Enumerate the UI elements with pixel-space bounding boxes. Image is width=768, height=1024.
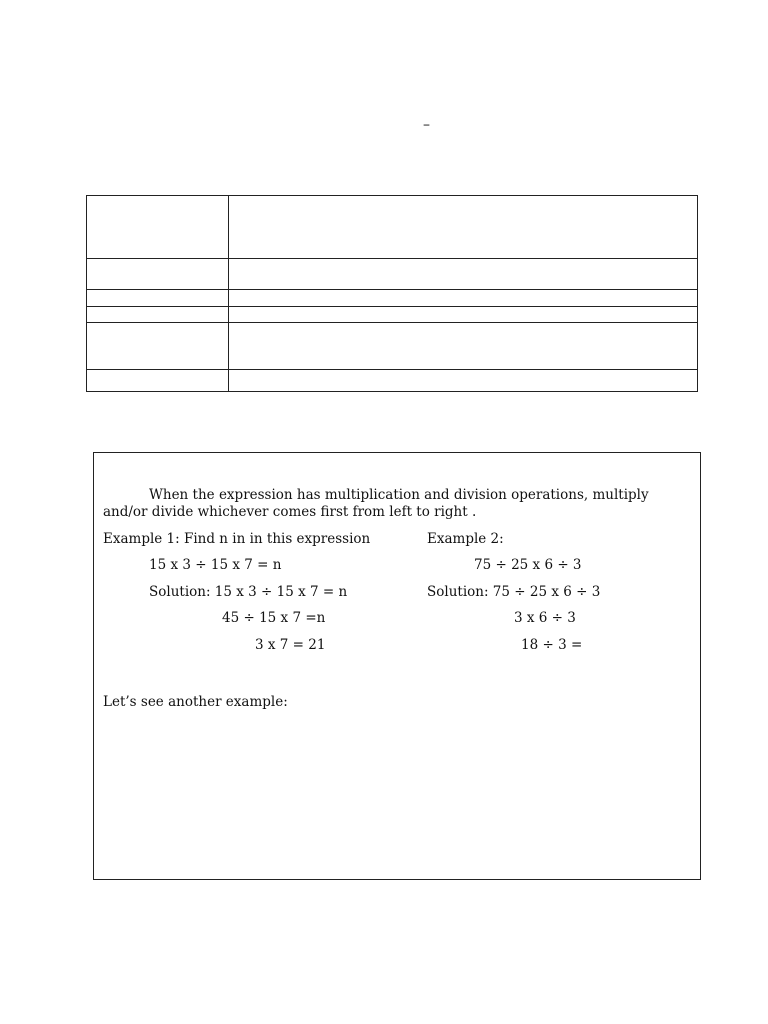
example2-expression: 75 ÷ 25 x 6 ÷ 3 [474,557,582,573]
example1-expression: 15 x 3 ÷ 15 x 7 = n [149,557,282,573]
table-row [87,370,698,392]
example2-solution: Solution: 75 ÷ 25 x 6 ÷ 3 [427,584,601,600]
example2-step1: 3 x 6 ÷ 3 [514,610,576,626]
table-row [87,259,698,290]
table-row [87,290,698,307]
table-cell [229,196,698,259]
rule-text-line2: and/or divide whichever comes first from left to right . [103,504,477,520]
table-cell [87,290,229,307]
info-table [86,195,698,392]
table-row [87,323,698,370]
rule-text-line1: When the expression has multiplication and division operations, multiply [149,487,649,503]
header-dash: – [423,117,430,133]
table-cell [229,307,698,323]
table-cell [87,307,229,323]
example1-heading: Example 1: Find n in in this expression [103,531,371,547]
table-cell [87,323,229,370]
table-cell [87,259,229,290]
table-cell [87,370,229,392]
table-cell [229,370,698,392]
table-cell [229,259,698,290]
example1-step2: 3 x 7 = 21 [255,637,326,653]
another-example-label: Let’s see another example: [103,694,288,710]
example2-step2: 18 ÷ 3 = [521,637,583,653]
table-cell [87,196,229,259]
table-cell [229,323,698,370]
example1-solution: Solution: 15 x 3 ÷ 15 x 7 = n [149,584,348,600]
table-row [87,196,698,259]
table-cell [229,290,698,307]
example2-heading: Example 2: [427,531,504,547]
example1-step1: 45 ÷ 15 x 7 =n [222,610,326,626]
table-row [87,307,698,323]
